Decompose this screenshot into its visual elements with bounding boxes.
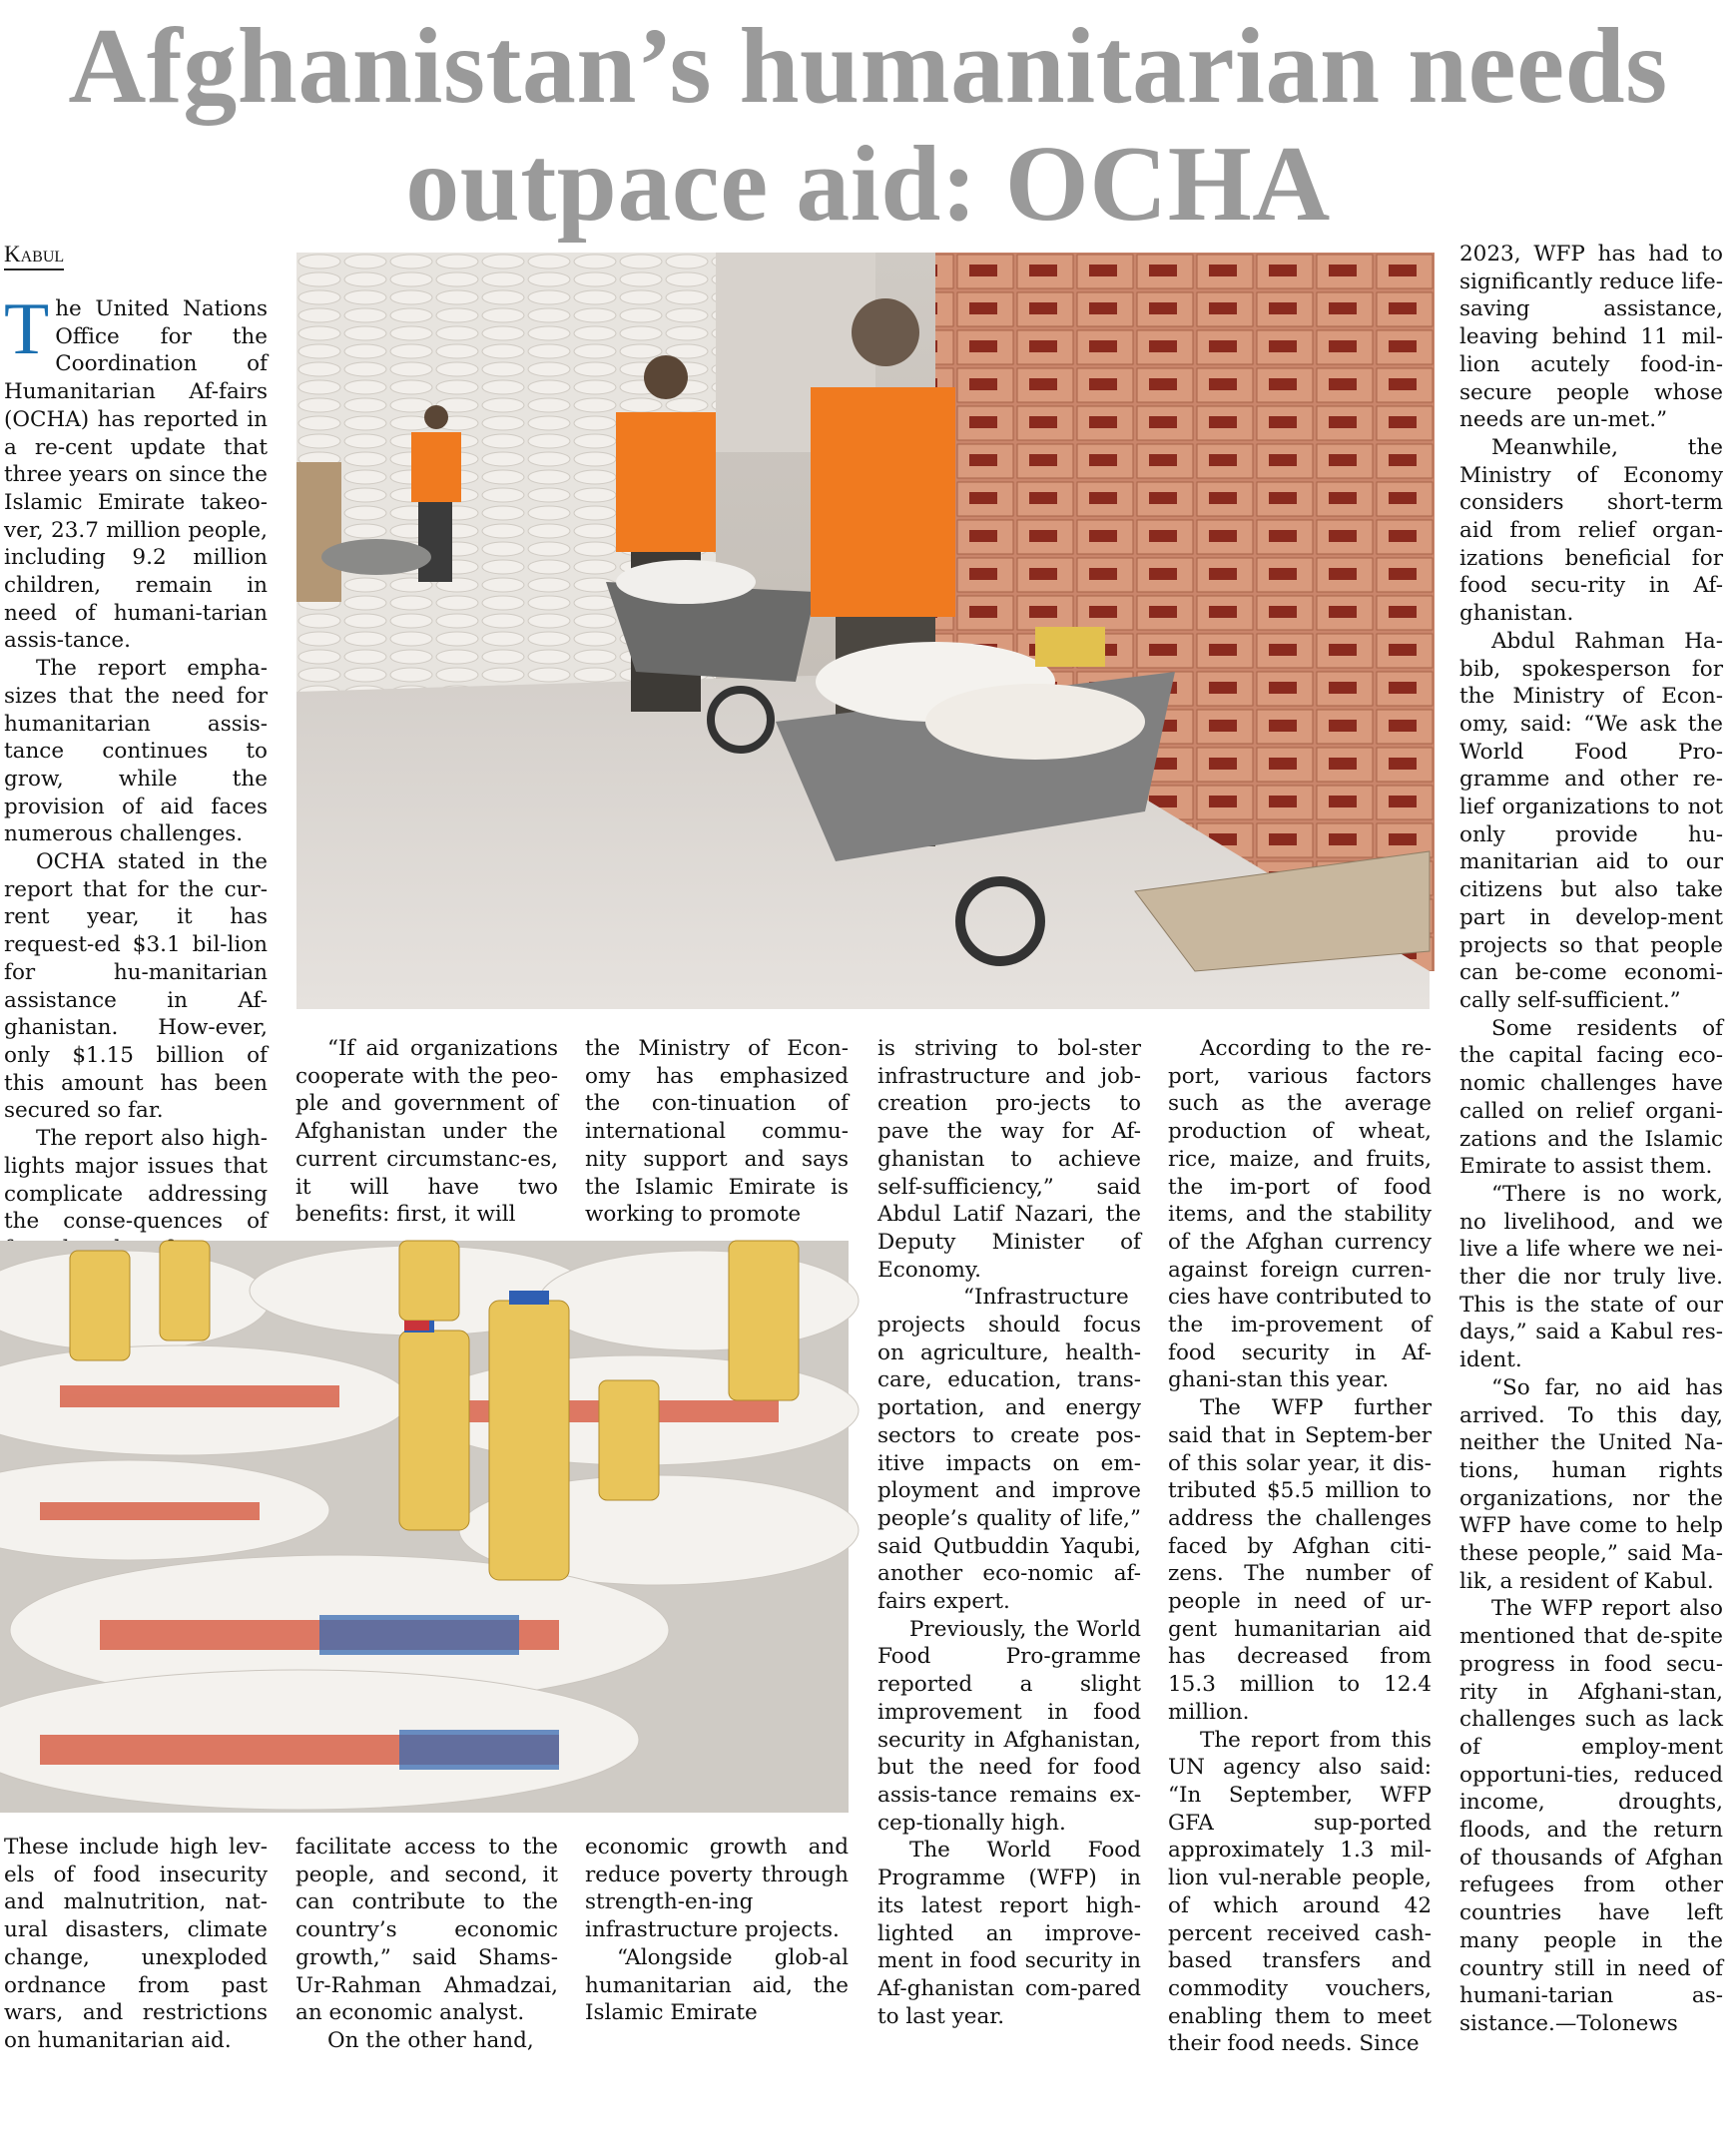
food-aid-photo-image [0,1241,849,1813]
column-1-bottom [4,1834,268,2083]
paragraph: These include high lev-els of food insecurity and malnutrition, nat-ural disasters, climate change, unexploded ordnance from past wars, and restrictions on humanitarian aid. [4,1835,268,2053]
paragraph: facilitate access to the people, and second, it can contribute to the country’s economic growth,” said Shams-Ur-Rahman Ahmadzai, an economic analyst. [295,1835,558,2026]
column-4 [877,1035,1141,2083]
paragraph: The report empha-sizes that the need for humanitarian assis-tance continues to grow, while the provision of aid faces numerous challenges. [4,656,268,847]
paragraph: The report also high-lights major issues that complicate addressing the conse-quences of [4,1126,268,1235]
paragraph: “There is no work, no livelihood, and we live a life where we nei-ther die nor truly live. This is the state of our days,” said a Kabul res-ident. [1459,1181,1723,1373]
headline [0,8,1736,244]
paragraph: the Ministry of Econ-omy has emphasized the con-tinuation of international commu-nity support and says the Islamic Emirate is working to promote [585,1036,849,1228]
lead-text: he United Nations Office for the Coordination of Humanitarian Af-fairs (OCHA) has reported in a re-cent update that three years on since the Islamic Emirate takeo-ver, 23.7 million people, including 9.2 million children, remain in need of humani-tarian assis-tance. [4,296,268,654]
drop-cap: T [4,288,50,370]
paragraph: Some residents of the capital facing eco-nomic challenges have called on relief organi-zations and the Islamic Emirate to assist them. [1459,1015,1723,1180]
paragraph: Previously, the World Food Pro-gramme reported a slight improvement in food security in Afghanistan, but the need for food assis-tance remains ex-cep-tionally high. [877,1616,1141,1836]
headline-line-2: outpace aid: OCHA [405,125,1331,244]
warehouse-photo-image [296,253,1430,1009]
dateline: Kabul [4,241,64,270]
paragraph: “Alongside glob-al humanitarian aid, the Islamic Emirate [585,1944,849,2026]
paragraph: “So far, no aid has arrived. To this day, neither the United Na-tions, human rights organizations, nor the WFP have come to help these people,” said Ma-lik, a resident of Kabul. [1459,1374,1723,1594]
column-5 [1168,1035,1432,2083]
paragraph: The WFP further said that in Septem-ber of this solar year, it dis-tributed $5.5 million to address the challenges faced by Afghan citi-zens. The number of people in need of ur-gent humanitarian aid has decreased from 15.3 million to 12.4 million. [1168,1395,1432,1725]
column-3-bottom [585,1834,849,2083]
paragraph: Meanwhile, the Ministry of Economy considers short-term aid from relief organ-izations beneficial for food secu-rity in Af-ghanistan. [1459,434,1723,627]
headline-line-1: Afghanistan’s humanitarian needs [68,7,1668,126]
paragraph: The WFP report also mentioned that de-spite progress in food secu-rity in Afghani-stan, challenges such as lack of employ-ment opportuni-ties, reduced income, droughts, floods, and the return of thousands of Afghan refugees from other countries have left many people in the country still in need of humani-tarian as-sistance.—Tolonews [1459,1596,1723,2036]
paragraph: “If aid organizations cooperate with the peo-ple and government of Afghanistan under the current circumstanc-es, it will have two benefits: first, it will [295,1036,558,1228]
paragraph [4,288,268,655]
warehouse-photo [296,253,1430,1009]
column-2-bottom [295,1834,558,2083]
paragraph: On the other hand, [327,2027,534,2053]
paragraph: The World Food Programme (WFP) in its latest report high-lighted an improve-ment in food security in Af-ghanistan com-pared to last year. [877,1838,1141,2029]
paragraph: Abdul Rahman Ha-bib, spokesperson for the Ministry of Econ-omy, said: “We ask the World Food Pro-gramme and other re-lief organizations to not only provide hu-manitarian aid to our citizens but also take part in develop-ment projects so that people can be-come economi-cally self-sufficient.” [1459,628,1723,1013]
paragraph: 2023, WFP has had to significantly reduce life-saving assistance, leaving behind 11 mil-lion acutely food-in-secure people whose needs are un-met.” [1459,242,1723,433]
paragraph: The report from this UN agency also said: “In September, WFP GFA sup-ported approximately 1.3 mil-lion vul-nerable people, of which around 42 percent received cash-based transfers and commodity vouchers, enabling them to meet their food needs. Since [1168,1727,1432,2057]
paragraph: According to the re-port, various factors such as the average production of wheat, rice, maize, and fruits, the im-port of food items, and the stability of the Afghan currency against foreign curren-cies have contributed to the im-provement of food security in Af-ghani-stan this year. [1168,1036,1432,1393]
column-6 [1459,241,1723,2085]
column-2-top [295,1035,558,1230]
column-1-top [4,288,268,1235]
paragraph: is striving to bol-ster infrastructure and job-creation pro-jects to pave the way for Af-ghanistan to achieve self-sufficiency,” said Abdul Latif Nazari, the Deputy Minister of Economy. [877,1036,1141,1283]
paragraph: economic growth and reduce poverty through strength-en-ing infrastructure projects. [585,1835,849,1943]
food-aid-photo [0,1241,849,1813]
paragraph: “Infrastructure projects should focus on agriculture, health-care, education, trans-portation, and energy sectors to create pos-itive impacts on em-ployment and improve people’s quality of life,” said Qutbuddin Yaqubi, another eco-nomic af-fairs expert. [877,1285,1141,1615]
paragraph: OCHA stated in the report that for the cur-rent year, it has request-ed $3.1 bil-lion for hu-manitarian assistance in Af-ghanistan. How-ever, only $1.15 billion of this amount has been secured so far. [4,849,268,1124]
column-3-top [585,1035,849,1230]
